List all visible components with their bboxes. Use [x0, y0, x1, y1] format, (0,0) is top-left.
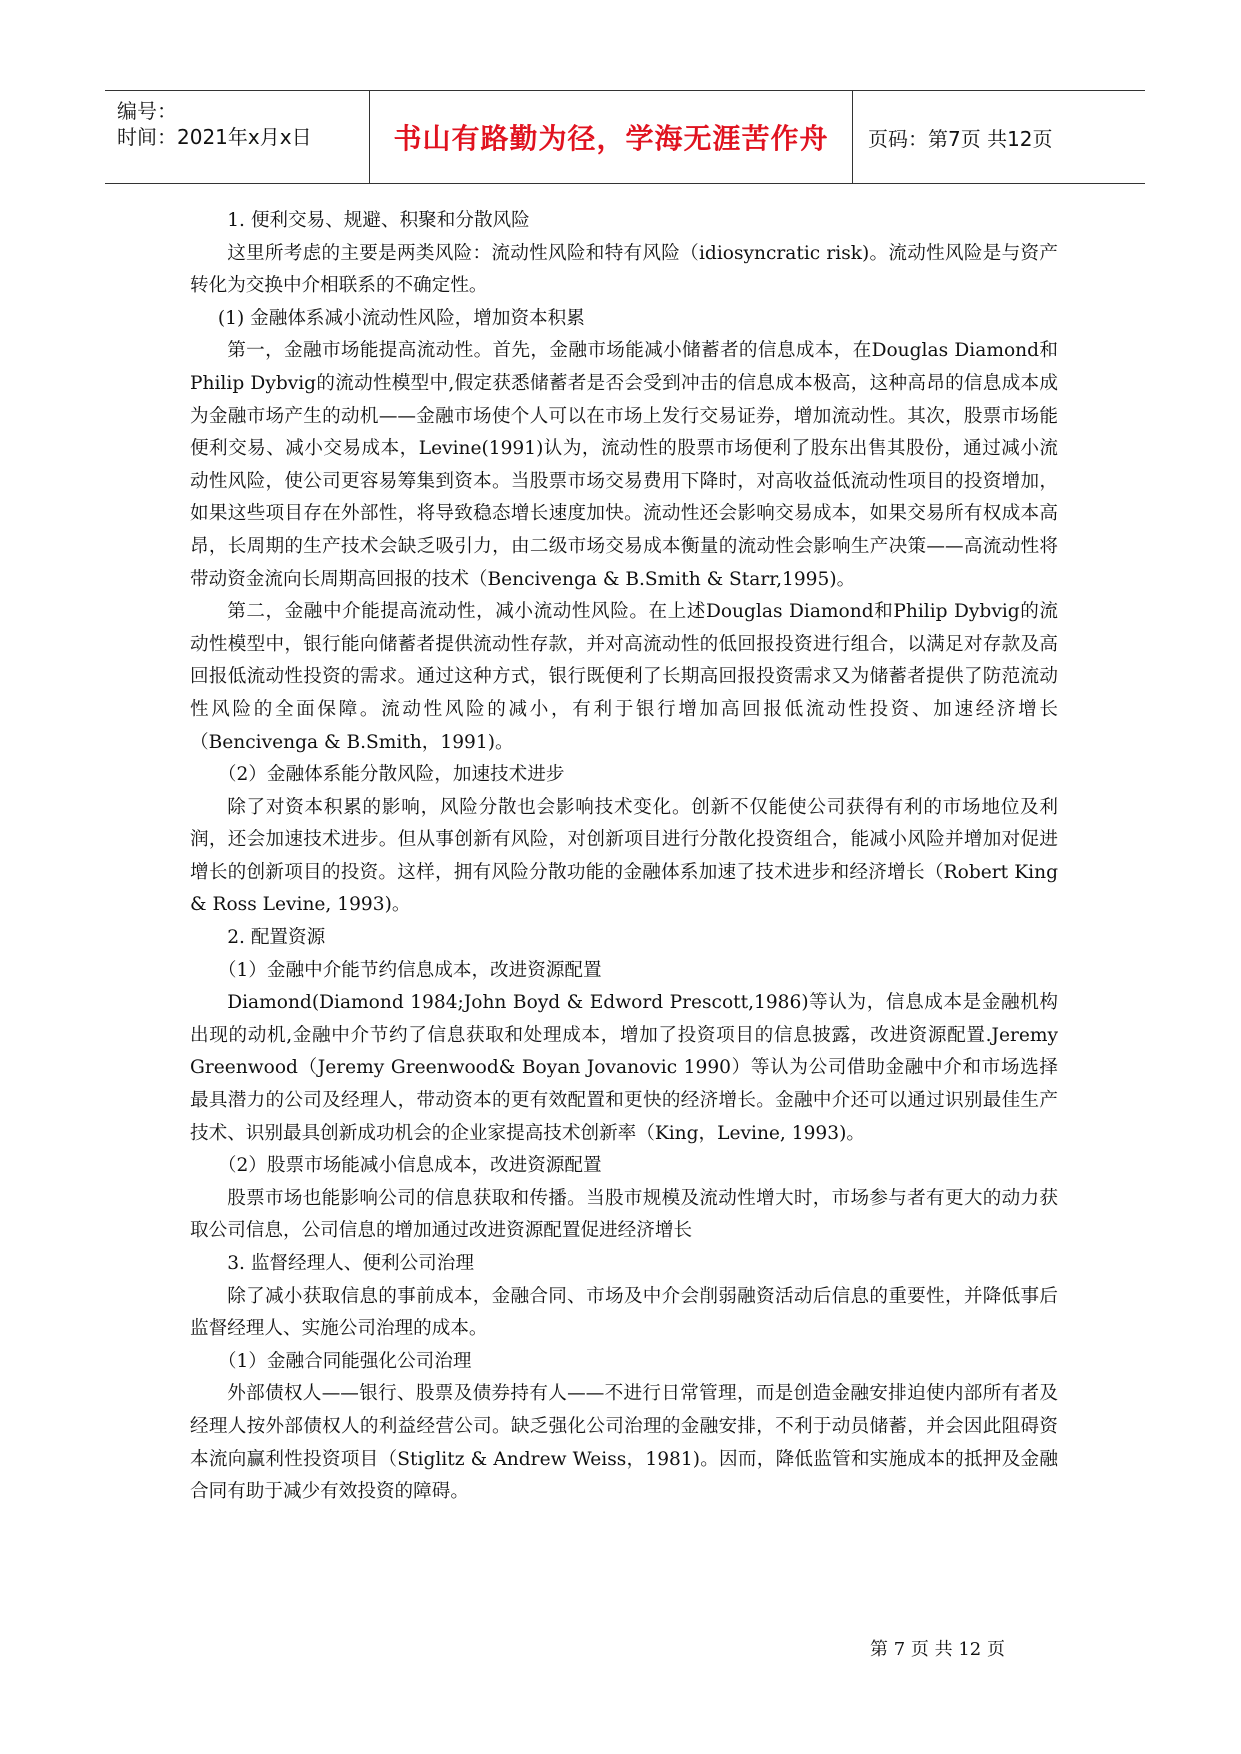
subsection-heading: (1) 金融体系减小流动性风险，增加资本积累 [217, 307, 585, 329]
section-heading: 3. 监督经理人、便利公司治理 [227, 1253, 474, 1274]
header-page-info: 页码：第7页 共12页 [868, 126, 1053, 151]
subsection-heading: （2）金融体系能分散风险，加速技术进步 [217, 764, 565, 786]
document-number-label: 编号： [117, 99, 177, 123]
paragraph: 除了对资本积累的影响，风险分散也会影响技术变化。创新不仅能使公司获得有利的市场地位及利润，还会加速技术进步。但从事创新有风险，对创新项目进行分散化投资组合，能减小风险并增加对促进增长的创新项目的投资。这样，拥有风险分散功能的金融体系加速了技术进步和经济增长（Robert King & Ross Levine, 1993)。 [190, 796, 1058, 916]
header-right-cell [854, 91, 1145, 183]
header-left-cell [105, 91, 370, 183]
paragraph: 第二，金融中介能提高流动性，减小流动性风险。在上述Douglas Diamond和Philip Dybvig的流动性模型中，银行能向储蓄者提供流动性存款，并对高流动性的低回报投资进行组合，以满足对存款及高回报低流动性投资的需求。通过这种方式，银行既便利了长期高回报投资需求又为储蓄者提供了防范流动性风险的全面保障。流动性风险的减小，有利于银行增加高回报低流动性投资、加速经济增长（Bencivenga & B.Smith，1991)。 [190, 601, 1058, 753]
subsection-heading: （1）金融合同能强化公司治理 [217, 1350, 472, 1372]
section-heading: 1. 便利交易、规避、积聚和分散风险 [227, 210, 530, 231]
page-footer: 第 7 页 共 12 页 [870, 1639, 1005, 1660]
paragraph: 这里所考虑的主要是两类风险：流动性风险和特有风险（idiosyncratic risk)。流动性风险是与资产转化为交换中介相联系的不确定性。 [190, 242, 1058, 297]
paragraph: 外部债权人——银行、股票及债券持有人——不进行日常管理，而是创造金融安排迫使内部所有者及经理人按外部债权人的利益经营公司。缺乏强化公司治理的金融安排，不利于动员储蓄，并会因此阻碍资本流向赢利性投资项目（Stiglitz & Andrew Weiss，1981)。因而，降低监管和实施成本的抵押及金融合同有助于减少有效投资的障碍。 [190, 1383, 1058, 1503]
paragraph: 除了减小获取信息的事前成本，金融合同、市场及中介会削弱融资活动后信息的重要性，并降低事后监督经理人、实施公司治理的成本。 [190, 1285, 1058, 1340]
paragraph: Diamond(Diamond 1984;John Boyd & Edword Prescott,1986)等认为，信息成本是金融机构出现的动机,金融中介节约了信息获取和处理成本，增加了投资项目的信息披露，改进资源配置.Jeremy Greenwood（Jeremy Greenwood& Boyan Jovanovic 1990）等认为公司借助金融中介和市场选择最具潜力的公司及经理人，带动资本的更有效配置和更快的经济增长。金融中介还可以通过识别最佳生产技术、识别最具创新成功机会的企业家提高技术创新率（King，Levine, 1993)。 [190, 992, 1058, 1144]
subsection-heading: （2）股票市场能减小信息成本，改进资源配置 [217, 1155, 602, 1177]
page-header [105, 90, 1145, 184]
section-heading: 2. 配置资源 [227, 927, 326, 949]
paragraph: 股票市场也能影响公司的信息获取和传播。当股市规模及流动性增大时，市场参与者有更大的动力获取公司信息，公司信息的增加通过改进资源配置促进经济增长 [190, 1187, 1058, 1242]
document-body [190, 205, 1058, 1509]
document-time-label: 时间：2021年x月x日 [117, 125, 312, 149]
paragraph: 第一，金融市场能提高流动性。首先，金融市场能减小储蓄者的信息成本，在Douglas Diamond和Philip Dybvig的流动性模型中,假定获悉储蓄者是否会受到冲击的信息成本极高，这种高昂的信息成本成为金融市场产生的动机——金融市场使个人可以在市场上发行交易证券，增加流动性。其次，股票市场能便利交易、减小交易成本，Levine(1991)认为，流动性的股票市场便利了股东出售其股份，通过减小流动性风险，使公司更容易筹集到资本。当股票市场交易费用下降时，对高收益低流动性项目的投资增加，如果这些项目存在外部性，将导致稳态增长速度加快。流动性还会影响交易成本，如果交易所有权成本高昂，长周期的生产技术会缺乏吸引力，由二级市场交易成本衡量的流动性会影响生产决策——高流动性将带动资金流向长周期高回报的技术（Bencivenga & B.Smith & Starr,1995)。 [190, 340, 1058, 590]
header-slogan: 书山有路勤为径，学海无涯苦作舟 [393, 122, 829, 155]
subsection-heading: （1）金融中介能节约信息成本，改进资源配置 [217, 959, 602, 981]
header-middle-cell [370, 91, 853, 183]
